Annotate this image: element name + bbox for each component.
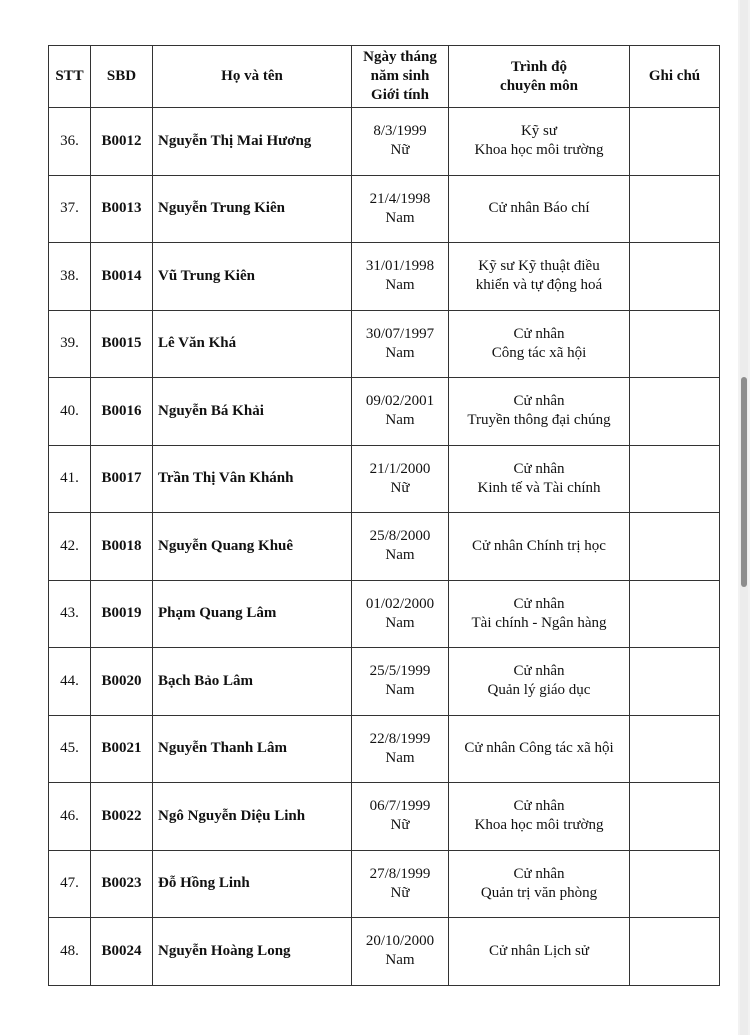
cell-note bbox=[630, 378, 720, 446]
table-row bbox=[49, 918, 720, 986]
cell-qualification bbox=[449, 580, 630, 648]
cell-dob bbox=[352, 445, 449, 513]
table-row bbox=[49, 648, 720, 716]
stt-value: 44. bbox=[60, 672, 79, 689]
cell-sbd bbox=[91, 918, 153, 986]
cell-stt bbox=[49, 918, 91, 986]
cell-qualification bbox=[449, 378, 630, 446]
sbd-value: B0014 bbox=[101, 267, 142, 284]
qualification-line1: Cử nhân bbox=[513, 460, 565, 477]
header-qual-line1: Trình độ bbox=[511, 58, 567, 75]
cell-dob bbox=[352, 715, 449, 783]
full-name: Nguyễn Trung Kiên bbox=[158, 200, 285, 217]
gender: Nam bbox=[385, 614, 415, 631]
qualification-line1: Cử nhân bbox=[513, 595, 565, 612]
gender: Nữ bbox=[390, 142, 410, 159]
birth-date: 8/3/1999 bbox=[373, 123, 427, 140]
cell-stt bbox=[49, 108, 91, 176]
sbd-value: B0019 bbox=[101, 605, 142, 622]
cell-qualification bbox=[449, 445, 630, 513]
cell-note bbox=[630, 648, 720, 716]
gender: Nam bbox=[385, 209, 415, 226]
candidate-table bbox=[48, 45, 720, 986]
qualification-line2: khiển và tự động hoá bbox=[475, 277, 603, 294]
cell-dob bbox=[352, 783, 449, 851]
sbd-value: B0018 bbox=[101, 537, 142, 554]
cell-note bbox=[630, 513, 720, 581]
sbd-value: B0020 bbox=[101, 672, 142, 689]
cell-stt bbox=[49, 783, 91, 851]
birth-date: 06/7/1999 bbox=[369, 798, 431, 815]
header-dob-line3: Giới tính bbox=[371, 87, 429, 103]
gender: Nam bbox=[385, 412, 415, 429]
cell-stt bbox=[49, 648, 91, 716]
cell-sbd bbox=[91, 513, 153, 581]
stt-value: 41. bbox=[60, 470, 79, 487]
full-name: Trần Thị Vân Khánh bbox=[158, 470, 294, 487]
cell-note bbox=[630, 175, 720, 243]
gender: Nam bbox=[385, 682, 415, 699]
cell-stt bbox=[49, 715, 91, 783]
cell-sbd bbox=[91, 445, 153, 513]
cell-stt bbox=[49, 445, 91, 513]
cell-sbd bbox=[91, 783, 153, 851]
stt-value: 48. bbox=[60, 942, 79, 959]
stt-value: 46. bbox=[60, 807, 79, 824]
stt-value: 43. bbox=[60, 605, 79, 622]
qualification-line1: Cử nhân bbox=[513, 393, 565, 410]
cell-note bbox=[630, 783, 720, 851]
cell-note bbox=[630, 445, 720, 513]
cell-stt bbox=[49, 580, 91, 648]
cell-note bbox=[630, 310, 720, 378]
gender: Nữ bbox=[390, 479, 410, 496]
cell-name bbox=[153, 445, 352, 513]
cell-name bbox=[153, 850, 352, 918]
header-stt: STT bbox=[49, 46, 91, 108]
table-row bbox=[49, 850, 720, 918]
header-name: Họ và tên bbox=[153, 46, 352, 108]
cell-dob bbox=[352, 648, 449, 716]
cell-name bbox=[153, 378, 352, 446]
cell-stt bbox=[49, 513, 91, 581]
qualification-line2: Truyền thông đại chúng bbox=[467, 412, 611, 429]
cell-dob bbox=[352, 108, 449, 176]
full-name: Nguyễn Bá Khải bbox=[158, 402, 264, 419]
stt-value: 37. bbox=[60, 200, 79, 217]
header-sbd: SBD bbox=[91, 46, 153, 108]
cell-qualification bbox=[449, 310, 630, 378]
gender: Nữ bbox=[390, 884, 410, 901]
cell-dob bbox=[352, 850, 449, 918]
qualification-line1: Cử nhân Báo chí bbox=[488, 200, 590, 217]
cell-qualification bbox=[449, 715, 630, 783]
header-dob-line2: năm sinh bbox=[370, 68, 430, 84]
full-name: Nguyễn Quang Khuê bbox=[158, 537, 294, 554]
birth-date: 31/01/1998 bbox=[365, 258, 435, 275]
gender: Nam bbox=[385, 277, 415, 294]
qualification-line2: Tài chính - Ngân hàng bbox=[471, 614, 607, 631]
qualification-line1: Cử nhân bbox=[513, 325, 565, 342]
qualification-line2: Khoa học môi trường bbox=[474, 817, 604, 834]
header-note: Ghi chú bbox=[630, 46, 720, 108]
full-name: Bạch Bảo Lâm bbox=[158, 672, 254, 689]
stt-value: 40. bbox=[60, 402, 79, 419]
qualification-line1: Cử nhân Công tác xã hội bbox=[464, 740, 614, 757]
table-row bbox=[49, 445, 720, 513]
cell-note bbox=[630, 850, 720, 918]
cell-qualification bbox=[449, 783, 630, 851]
cell-name bbox=[153, 310, 352, 378]
cell-qualification bbox=[449, 513, 630, 581]
cell-sbd bbox=[91, 850, 153, 918]
header-qual-line2: chuyên môn bbox=[500, 77, 578, 94]
table-row bbox=[49, 513, 720, 581]
table-row bbox=[49, 783, 720, 851]
qualification-line2: Quản trị văn phòng bbox=[480, 884, 598, 901]
table-row bbox=[49, 243, 720, 311]
cell-qualification bbox=[449, 850, 630, 918]
cell-dob bbox=[352, 513, 449, 581]
stt-value: 39. bbox=[60, 335, 79, 352]
cell-sbd bbox=[91, 648, 153, 716]
full-name: Nguyễn Thị Mai Hương bbox=[158, 132, 312, 149]
cell-dob bbox=[352, 243, 449, 311]
full-name: Nguyễn Hoàng Long bbox=[158, 942, 291, 959]
birth-date: 22/8/1999 bbox=[369, 730, 431, 747]
birth-date: 09/02/2001 bbox=[365, 393, 435, 410]
cell-sbd bbox=[91, 378, 153, 446]
cell-name bbox=[153, 243, 352, 311]
table-header-row bbox=[49, 46, 720, 108]
cell-name bbox=[153, 175, 352, 243]
sbd-value: B0024 bbox=[101, 942, 142, 959]
cell-dob bbox=[352, 378, 449, 446]
cell-dob bbox=[352, 918, 449, 986]
qualification-line2: Quản lý giáo dục bbox=[487, 682, 591, 699]
gender: Nữ bbox=[390, 817, 410, 834]
cell-sbd bbox=[91, 108, 153, 176]
cell-dob bbox=[352, 580, 449, 648]
scrollbar-thumb[interactable] bbox=[741, 377, 747, 587]
gender: Nam bbox=[385, 952, 415, 969]
birth-date: 21/4/1998 bbox=[369, 190, 431, 207]
header-dob-line1: Ngày tháng bbox=[363, 49, 437, 65]
cell-sbd bbox=[91, 715, 153, 783]
cell-sbd bbox=[91, 243, 153, 311]
sbd-value: B0023 bbox=[101, 875, 142, 892]
cell-stt bbox=[49, 850, 91, 918]
table-row bbox=[49, 378, 720, 446]
table-row bbox=[49, 108, 720, 176]
qualification-line1: Cử nhân bbox=[513, 663, 565, 680]
cell-note bbox=[630, 715, 720, 783]
cell-qualification bbox=[449, 648, 630, 716]
full-name: Lê Văn Khá bbox=[158, 335, 237, 352]
qualification-line1: Cử nhân Lịch sử bbox=[489, 942, 589, 959]
birth-date: 30/07/1997 bbox=[365, 325, 435, 342]
birth-date: 21/1/2000 bbox=[369, 460, 431, 477]
cell-stt bbox=[49, 175, 91, 243]
cell-name bbox=[153, 513, 352, 581]
cell-note bbox=[630, 108, 720, 176]
qualification-line2: Công tác xã hội bbox=[491, 344, 587, 361]
table-row bbox=[49, 310, 720, 378]
qualification-line2: Khoa học môi trường bbox=[474, 142, 604, 159]
stt-value: 42. bbox=[60, 537, 79, 554]
cell-name bbox=[153, 783, 352, 851]
birth-date: 20/10/2000 bbox=[365, 933, 435, 950]
qualification-line1: Cử nhân Chính trị học bbox=[472, 537, 606, 554]
cell-qualification bbox=[449, 108, 630, 176]
qualification-line2: Kinh tế và Tài chính bbox=[477, 479, 601, 496]
cell-note bbox=[630, 580, 720, 648]
sbd-value: B0015 bbox=[101, 335, 142, 352]
full-name: Đỗ Hồng Linh bbox=[158, 875, 250, 892]
stt-value: 45. bbox=[60, 740, 79, 757]
qualification-line1: Cử nhân bbox=[513, 865, 565, 882]
cell-note bbox=[630, 918, 720, 986]
cell-sbd bbox=[91, 310, 153, 378]
birth-date: 25/5/1999 bbox=[369, 663, 431, 680]
gender: Nam bbox=[385, 547, 415, 564]
cell-qualification bbox=[449, 175, 630, 243]
birth-date: 01/02/2000 bbox=[365, 595, 435, 612]
gender: Nam bbox=[385, 344, 415, 361]
sbd-value: B0012 bbox=[101, 132, 142, 149]
table-row bbox=[49, 580, 720, 648]
cell-name bbox=[153, 715, 352, 783]
cell-dob bbox=[352, 310, 449, 378]
qualification-line1: Kỹ sư bbox=[520, 123, 558, 140]
sbd-value: B0017 bbox=[101, 470, 142, 487]
header-dob bbox=[352, 46, 449, 108]
full-name: Nguyễn Thanh Lâm bbox=[158, 740, 287, 757]
gender: Nam bbox=[385, 749, 415, 766]
cell-name bbox=[153, 580, 352, 648]
cell-sbd bbox=[91, 580, 153, 648]
full-name: Phạm Quang Lâm bbox=[158, 605, 277, 622]
header-qualification bbox=[449, 46, 630, 108]
table-row bbox=[49, 715, 720, 783]
cell-stt bbox=[49, 310, 91, 378]
cell-sbd bbox=[91, 175, 153, 243]
qualification-line1: Cử nhân bbox=[513, 798, 565, 815]
sbd-value: B0021 bbox=[101, 740, 142, 757]
stt-value: 38. bbox=[60, 267, 79, 284]
birth-date: 25/8/2000 bbox=[369, 528, 431, 545]
cell-note bbox=[630, 243, 720, 311]
cell-name bbox=[153, 918, 352, 986]
sbd-value: B0022 bbox=[101, 807, 142, 824]
cell-qualification bbox=[449, 918, 630, 986]
birth-date: 27/8/1999 bbox=[369, 865, 431, 882]
cell-qualification bbox=[449, 243, 630, 311]
full-name: Ngô Nguyễn Diệu Linh bbox=[158, 807, 306, 824]
cell-stt bbox=[49, 378, 91, 446]
sbd-value: B0013 bbox=[101, 200, 142, 217]
stt-value: 47. bbox=[60, 875, 79, 892]
cell-stt bbox=[49, 243, 91, 311]
stt-value: 36. bbox=[60, 132, 79, 149]
cell-name bbox=[153, 648, 352, 716]
cell-dob bbox=[352, 175, 449, 243]
qualification-line1: Kỹ sư Kỹ thuật điều bbox=[478, 258, 600, 275]
sbd-value: B0016 bbox=[101, 402, 142, 419]
cell-name bbox=[153, 108, 352, 176]
full-name: Vũ Trung Kiên bbox=[158, 267, 255, 284]
table-row bbox=[49, 175, 720, 243]
